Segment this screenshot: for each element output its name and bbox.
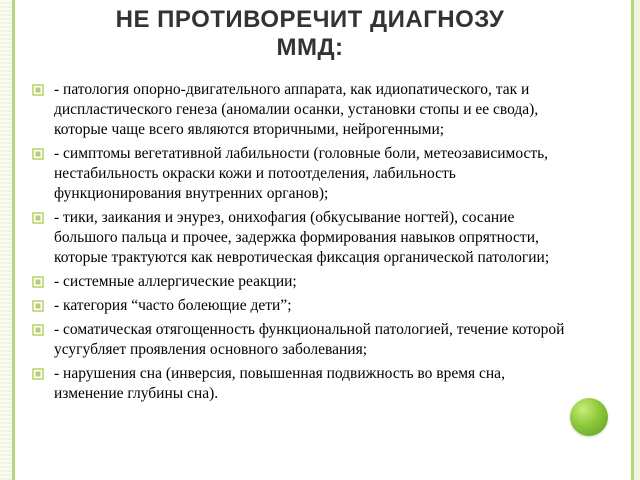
- right-decorative-stripe: [634, 0, 640, 480]
- bullet-icon: [32, 368, 44, 380]
- left-decorative-stripe: [0, 0, 12, 480]
- list-item: [32, 144, 572, 204]
- slide-title-line-1: НЕ ПРОТИВОРЕЧИТ ДИАГНОЗУ: [115, 6, 505, 33]
- bullet-icon: [32, 84, 44, 96]
- list-item-text: - системные аллергические реакции;: [54, 273, 297, 290]
- list-item-text: - категория “часто болеющие дети”;: [54, 297, 292, 314]
- green-circle-ornament: [570, 398, 608, 436]
- list-item: [32, 80, 572, 140]
- list-item: [32, 364, 572, 404]
- list-item: [32, 208, 572, 268]
- slide-title-line-2: ММД:: [276, 34, 344, 61]
- bullet-list: [32, 80, 572, 408]
- bullet-icon: [32, 324, 44, 336]
- bullet-icon: [32, 300, 44, 312]
- slide-title: [40, 6, 580, 62]
- list-item: [32, 320, 572, 360]
- list-item-text: - тики, заикания и энурез, онихофагия (обкусывание ногтей), сосание большого пальца и прочее, задержка формирования навыков опрятности, которые трактуются как невротическая фиксация органической патологии;: [54, 209, 550, 266]
- bullet-icon: [32, 276, 44, 288]
- list-item: [32, 296, 572, 316]
- list-item-text: - симптомы вегетативной лабильности (головные боли, метеозависимость, нестабильность окраски кожи и потоотделения, лабильность функционирования внутренних органов);: [54, 145, 549, 202]
- list-item-text: - патология опорно-двигательного аппарата, как идиопатического, так и диспластического генеза (аномалии осанки, установки стопы и ее свода), которые чаще всего являются вторичными, нейрогенными;: [54, 81, 539, 138]
- bullet-icon: [32, 148, 44, 160]
- bullet-icon: [32, 212, 44, 224]
- list-item-text: - нарушения сна (инверсия, повышенная подвижность во время сна, изменение глубины сна).: [54, 365, 505, 402]
- list-item: [32, 272, 572, 292]
- list-item-text: - соматическая отягощенность функциональной патологией, течение которой усугубляет проявления основного заболевания;: [54, 321, 565, 358]
